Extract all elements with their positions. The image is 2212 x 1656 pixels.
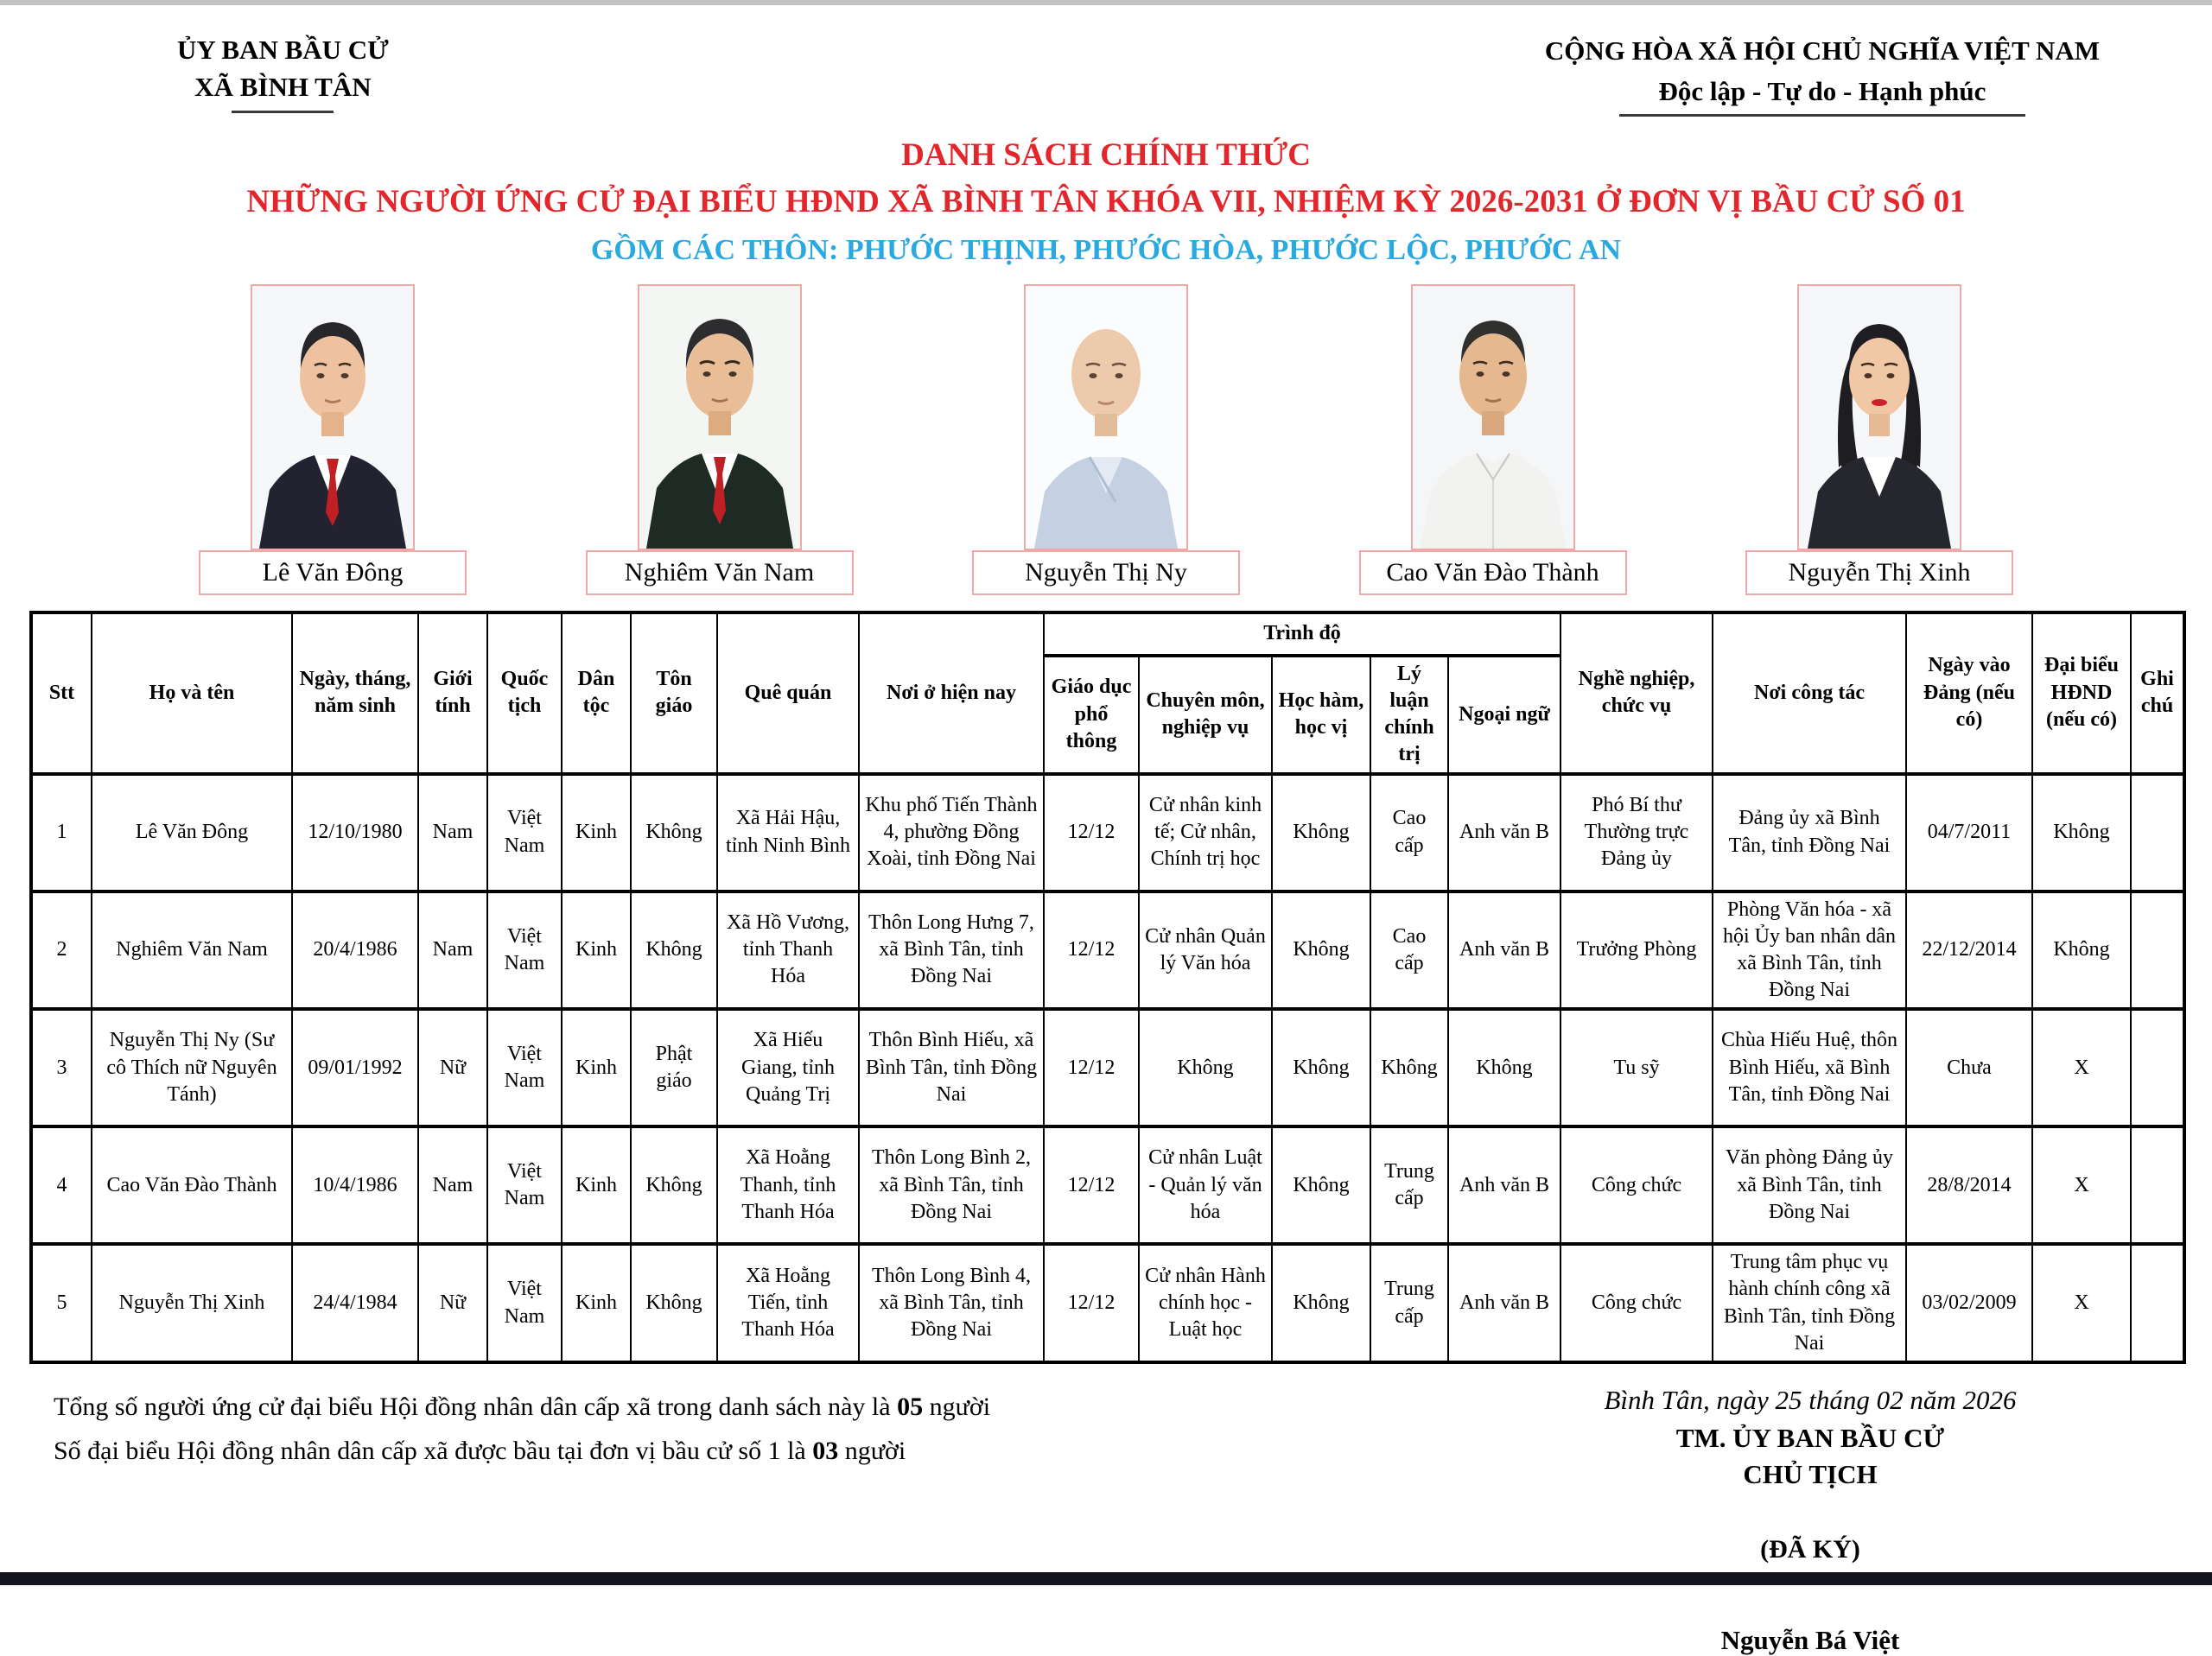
- col-header-ethnicity: Dân tộc: [562, 612, 631, 774]
- table-cell: 09/01/1992: [292, 1009, 418, 1126]
- summary-line-1-suffix: người: [923, 1393, 991, 1422]
- summary-line-1: [54, 1385, 990, 1429]
- table-cell: Nguyễn Thị Ny (Sư cô Thích nữ Nguyên Tánh): [92, 1009, 292, 1126]
- table-cell: 12/12: [1044, 1244, 1139, 1362]
- signature-role: CHỦ TỊCH: [1743, 1459, 1878, 1490]
- candidates-table-wrap: [0, 595, 2212, 1364]
- table-cell: Trưởng Phòng: [1560, 891, 1713, 1010]
- candidate-1-photo: [251, 284, 415, 550]
- table-row: [31, 774, 2184, 891]
- republic-motto: Độc lập - Tự do - Hạnh phúc: [1658, 75, 1986, 106]
- table-cell: Không: [1272, 891, 1370, 1010]
- table-cell: Xã Hồ Vương, tỉnh Thanh Hóa: [717, 891, 859, 1010]
- table-cell: Nam: [418, 774, 487, 891]
- table-cell: 24/4/1984: [292, 1244, 418, 1362]
- table-cell: 3: [31, 1009, 92, 1126]
- table-cell: Phòng Văn hóa - xã hội Ủy ban nhân dân xã Bình Tân, tỉnh Đồng Nai: [1713, 891, 1906, 1010]
- col-header-religion: Tôn giáo: [631, 612, 717, 774]
- table-cell: Không: [1272, 1126, 1370, 1244]
- table-cell: 12/12: [1044, 774, 1139, 891]
- col-header-foreign-language: Ngoại ngữ: [1448, 656, 1560, 774]
- col-header-party-date: Ngày vào Đảng (nếu có): [1906, 612, 2032, 774]
- table-cell: Không: [1139, 1009, 1272, 1126]
- signature-signer-name: Nguyễn Bá Việt: [1720, 1625, 1900, 1656]
- col-header-nationality: Quốc tịch: [487, 612, 562, 774]
- table-cell: Văn phòng Đảng ủy xã Bình Tân, tỉnh Đồng Nai: [1713, 1126, 1906, 1244]
- col-header-occupation: Nghề nghiệp, chức vụ: [1560, 612, 1713, 774]
- table-cell: Thôn Bình Hiếu, xã Bình Tân, tỉnh Đồng Nai: [859, 1009, 1044, 1126]
- col-header-gender: Giới tính: [418, 612, 487, 774]
- table-row: [31, 891, 2184, 1010]
- candidates-table: [29, 611, 2186, 1364]
- table-cell: 12/12: [1044, 1126, 1139, 1244]
- table-cell: Không: [631, 891, 717, 1010]
- table-cell: Công chức: [1560, 1126, 1713, 1244]
- table-row: [31, 1009, 2184, 1126]
- table-cell: Chưa: [1906, 1009, 2032, 1126]
- col-header-notes: Ghi chú: [2131, 612, 2184, 774]
- table-cell: Thôn Long Bình 4, xã Bình Tân, tỉnh Đồng Nai: [859, 1244, 1044, 1362]
- col-header-residence: Nơi ở hiện nay: [859, 612, 1044, 774]
- col-header-name: Họ và tên: [92, 612, 292, 774]
- table-cell: 4: [31, 1126, 92, 1244]
- table-cell: Thôn Long Bình 2, xã Bình Tân, tỉnh Đồng Nai: [859, 1126, 1044, 1244]
- table-cell: Cử nhân kinh tế; Cử nhân, Chính trị học: [1139, 774, 1272, 891]
- table-cell: Kinh: [562, 1244, 631, 1362]
- col-header-workplace: Nơi công tác: [1713, 612, 1906, 774]
- candidate-1-name: Lê Văn Đông: [199, 550, 467, 595]
- table-cell: Tu sỹ: [1560, 1009, 1713, 1126]
- col-header-political-theory: Lý luận chính trị: [1370, 656, 1448, 774]
- table-cell: 12/12: [1044, 1009, 1139, 1126]
- table-cell: 22/12/2014: [1906, 891, 2032, 1010]
- table-cell: Nam: [418, 1126, 487, 1244]
- man-suit-red-tie-portrait: [252, 286, 413, 549]
- summary-line-2-suffix: người: [838, 1437, 906, 1466]
- table-cell: Kinh: [562, 774, 631, 891]
- table-cell: Phật giáo: [631, 1009, 717, 1126]
- table-cell: Nguyễn Thị Xinh: [92, 1244, 292, 1362]
- table-cell: Việt Nam: [487, 1126, 562, 1244]
- col-header-academic: Học hàm, học vị: [1272, 656, 1370, 774]
- document-footer: [0, 1364, 2212, 1656]
- table-cell: Trung cấp: [1370, 1244, 1448, 1362]
- table-cell: Không: [2032, 891, 2131, 1010]
- col-header-stt: Stt: [31, 612, 92, 774]
- table-header-row-1: [31, 612, 2184, 656]
- table-cell: Anh văn B: [1448, 1126, 1560, 1244]
- table-cell: X: [2032, 1009, 2131, 1126]
- signature-on-behalf: TM. ỦY BAN BẦU CỬ: [1675, 1423, 1945, 1454]
- table-cell: 5: [31, 1244, 92, 1362]
- republic-line1: CỘNG HÒA XÃ HỘI CHỦ NGHĨA VIỆT NAM: [1544, 35, 2100, 66]
- woman-dark-suit-portrait: [1799, 286, 1960, 549]
- table-cell: 28/8/2014: [1906, 1126, 2032, 1244]
- table-cell: Xã Hiếu Giang, tỉnh Quảng Trị: [717, 1009, 859, 1126]
- table-cell: Kinh: [562, 891, 631, 1010]
- candidate-5-photo: [1797, 284, 1961, 550]
- table-cell: [2131, 891, 2184, 1010]
- candidate-3-photo: [1024, 284, 1188, 550]
- table-cell: Nghiêm Văn Nam: [92, 891, 292, 1010]
- document-header: [0, 5, 2212, 117]
- candidate-5: [1745, 284, 2013, 595]
- hamlet-list-subtitle: GỒM CÁC THÔN: PHƯỚC THỊNH, PHƯỚC HÒA, PHƯỚC LỘC, PHƯỚC AN: [590, 233, 1622, 266]
- candidate-4: [1359, 284, 1627, 595]
- summary-line-2-text: Số đại biểu Hội đồng nhân dân cấp xã được bầu tại đơn vị bầu cử số 1 là: [54, 1437, 813, 1466]
- table-cell: Cử nhân Hành chính học - Luật học: [1139, 1244, 1272, 1362]
- table-cell: Không: [631, 774, 717, 891]
- committee-name-line2: XÃ BÌNH TÂN: [194, 72, 372, 103]
- signature-place-date: Bình Tân, ngày 25 tháng 02 năm 2026: [1604, 1385, 2017, 1416]
- table-row: [31, 1244, 2184, 1362]
- table-cell: 12/12: [1044, 891, 1139, 1010]
- table-cell: Không: [1448, 1009, 1560, 1126]
- man-white-shirt-portrait: [1413, 286, 1573, 549]
- republic-block: [1545, 31, 2100, 117]
- table-cell: Việt Nam: [487, 774, 562, 891]
- candidate-4-photo: [1411, 284, 1575, 550]
- table-cell: Thôn Long Hưng 7, xã Bình Tân, tỉnh Đồng Nai: [859, 891, 1044, 1010]
- table-cell: Cao Văn Đào Thành: [92, 1126, 292, 1244]
- table-cell: Không: [1370, 1009, 1448, 1126]
- table-cell: [2131, 774, 2184, 891]
- table-cell: Cử nhân Quản lý Văn hóa: [1139, 891, 1272, 1010]
- table-cell: Việt Nam: [487, 1009, 562, 1126]
- table-cell: Chùa Hiếu Huệ, thôn Bình Hiếu, xã Bình Tân, tỉnh Đồng Nai: [1713, 1009, 1906, 1126]
- table-cell: X: [2032, 1244, 2131, 1362]
- table-cell: Công chức: [1560, 1244, 1713, 1362]
- candidate-4-name: Cao Văn Đào Thành: [1359, 550, 1627, 595]
- table-cell: Anh văn B: [1448, 774, 1560, 891]
- table-row: [31, 1126, 2184, 1244]
- table-cell: Nam: [418, 891, 487, 1010]
- table-cell: Đảng ủy xã Bình Tân, tỉnh Đồng Nai: [1713, 774, 1906, 891]
- table-cell: Cử nhân Luật - Quản lý văn hóa: [1139, 1126, 1272, 1244]
- committee-underline: [232, 111, 334, 113]
- table-cell: Việt Nam: [487, 891, 562, 1010]
- col-group-qualification: Trình độ: [1044, 612, 1560, 656]
- table-cell: 1: [31, 774, 92, 891]
- signature-block: [1491, 1385, 2130, 1656]
- candidate-3-name: Nguyễn Thị Ny: [972, 550, 1240, 595]
- candidate-1: [199, 284, 467, 595]
- table-cell: 12/10/1980: [292, 774, 418, 891]
- col-header-hometown: Quê quán: [717, 612, 859, 774]
- table-cell: Khu phố Tiến Thành 4, phường Đồng Xoài, tỉnh Đồng Nai: [859, 774, 1044, 891]
- table-cell: Không: [631, 1126, 717, 1244]
- man-suit-red-tie-portrait: [639, 286, 800, 549]
- table-cell: Xã Hoằng Tiến, tỉnh Thanh Hóa: [717, 1244, 859, 1362]
- table-cell: Không: [1272, 1009, 1370, 1126]
- summary-line-2: [54, 1429, 990, 1473]
- table-cell: Cao cấp: [1370, 891, 1448, 1010]
- candidate-3: [972, 284, 1240, 595]
- table-cell: [2131, 1009, 2184, 1126]
- candidate-2: [586, 284, 854, 595]
- table-cell: Anh văn B: [1448, 1244, 1560, 1362]
- table-cell: 03/02/2009: [1906, 1244, 2032, 1362]
- motto-underline: [1619, 114, 2025, 117]
- summary-block: [54, 1385, 990, 1473]
- candidate-photos-row: [0, 270, 2212, 595]
- page-subtitle: NHỮNG NGƯỜI ỨNG CỬ ĐẠI BIỂU HĐND XÃ BÌNH TÂN KHÓA VII, NHIỆM KỲ 2026-2031 Ở ĐƠN VỊ BẦU CỬ SỐ 01: [246, 183, 1966, 219]
- table-cell: Trung cấp: [1370, 1126, 1448, 1244]
- col-header-professional: Chuyên môn, nghiệp vụ: [1139, 656, 1272, 774]
- col-header-council-member: Đại biểu HĐND (nếu có): [2032, 612, 2131, 774]
- table-cell: 04/7/2011: [1906, 774, 2032, 891]
- candidate-2-photo: [638, 284, 802, 550]
- candidate-2-name: Nghiêm Văn Nam: [586, 550, 854, 595]
- page-title: DANH SÁCH CHÍNH THỨC: [901, 137, 1311, 173]
- table-cell: Xã Hoằng Thanh, tỉnh Thanh Hóa: [717, 1126, 859, 1244]
- summary-line-1-value: 05: [897, 1393, 924, 1422]
- table-cell: [2131, 1244, 2184, 1362]
- table-cell: Việt Nam: [487, 1244, 562, 1362]
- committee-name-line1: ỦY BAN BẦU CỬ: [177, 35, 389, 65]
- signature-signed-note: (ĐÃ KÝ): [1760, 1535, 1860, 1564]
- table-cell: Cao cấp: [1370, 774, 1448, 891]
- table-cell: 10/4/1986: [292, 1126, 418, 1244]
- table-cell: Phó Bí thư Thường trực Đảng ủy: [1560, 774, 1713, 891]
- table-cell: Kinh: [562, 1126, 631, 1244]
- summary-line-1-text: Tổng số người ứng cử đại biểu Hội đồng nhân dân cấp xã trong danh sách này là: [54, 1393, 898, 1422]
- window-bottom-edge: [0, 1572, 2212, 1585]
- table-cell: Không: [1272, 774, 1370, 891]
- table-cell: Xã Hải Hậu, tỉnh Ninh Bình: [717, 774, 859, 891]
- table-cell: Nữ: [418, 1244, 487, 1362]
- table-cell: Không: [2032, 774, 2131, 891]
- table-cell: Lê Văn Đông: [92, 774, 292, 891]
- col-header-general-education: Giáo dục phổ thông: [1044, 656, 1139, 774]
- table-cell: Nữ: [418, 1009, 487, 1126]
- summary-line-2-value: 03: [812, 1437, 839, 1466]
- table-cell: Không: [631, 1244, 717, 1362]
- table-cell: 2: [31, 891, 92, 1010]
- candidate-5-name: Nguyễn Thị Xinh: [1745, 550, 2013, 595]
- table-cell: Kinh: [562, 1009, 631, 1126]
- table-cell: Trung tâm phục vụ hành chính công xã Bình Tân, tỉnh Đồng Nai: [1713, 1244, 1906, 1362]
- table-cell: [2131, 1126, 2184, 1244]
- table-cell: X: [2032, 1126, 2131, 1244]
- col-header-dob: Ngày, tháng, năm sinh: [292, 612, 418, 774]
- title-block: [0, 134, 2212, 270]
- table-cell: Anh văn B: [1448, 891, 1560, 1010]
- table-cell: 20/4/1986: [292, 891, 418, 1010]
- nun-light-robe-portrait: [1026, 286, 1186, 549]
- committee-block: [177, 31, 389, 117]
- table-cell: Không: [1272, 1244, 1370, 1362]
